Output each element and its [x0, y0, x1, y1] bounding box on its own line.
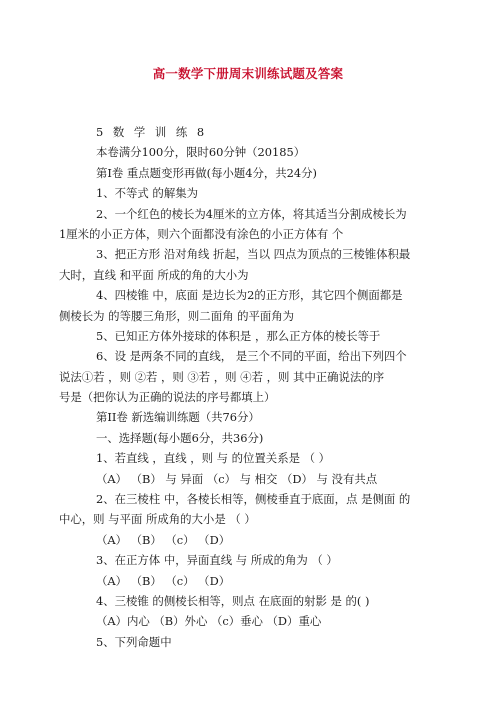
text-line: 5、下列命题中	[96, 634, 172, 649]
text-line: 中心，则 与平面 所成角的大小是 （ ）	[59, 512, 256, 527]
text-line: 1、若直线 ，直线 ，则 与 的位置关系是 （ ）	[96, 451, 331, 466]
text-line: （A） （B） （c） （D）	[96, 573, 231, 588]
text-line: 4、三棱锥 的侧棱长相等，则点 在底面的射影 是 的( )	[96, 593, 370, 608]
text-line: 3、在正方体 中，异面直线 与 所成的角为 （ ）	[96, 553, 338, 568]
text-line: （A）内心 （B）外心 （c）垂心 （D）重心	[96, 614, 322, 629]
text-line: 侧棱长为 的等腰三角形，则二面角 的平面角为	[59, 308, 295, 323]
text-line: 2、在三棱柱 中，各棱长相等，侧棱垂直于底面，点 是侧面 的	[96, 492, 411, 507]
text-line: 2、一个红色的棱长为4厘米的立方体，将其适当分割成棱长为	[96, 206, 407, 221]
text-line: 第I卷 重点题变形再做(每小题4分，共24分)	[96, 165, 318, 180]
text-line: 1、不等式 的解集为	[96, 186, 198, 201]
text-line: 6、设 是两条不同的直线， 是三个不同的平面，给出下列四个	[96, 349, 407, 364]
text-line: 大时，直线 和平面 所成的角的大小为	[59, 267, 249, 282]
document-body	[59, 122, 441, 652]
text-line: 说法①若 ，则 ②若 ，则 ③若 ，则 ④若 ，则 其中正确说法的序	[59, 369, 385, 384]
text-line: （A） （B） 与 异面 （c） 与 相交 （D） 与 没有共点	[96, 471, 378, 486]
text-line: 5 数 学 训 练 8	[96, 125, 208, 139]
text-line: 3、把正方形 沿对角线 折起，当以 四点为顶点的三棱锥体积最	[96, 247, 411, 262]
text-line: （A） （B） （c） （D）	[96, 532, 231, 547]
text-line: 号是（把你认为正确的说法的序号都填上）	[59, 390, 276, 405]
text-line: 4、四棱锥 中，底面 是边长为2的正方形，其它四个侧面都是	[96, 288, 403, 303]
text-line: 一、选择题(每小题6分，共36分)	[96, 430, 264, 445]
text-line: 1厘米的小正方体，则六个面都没有涂色的小正方体有 个	[59, 226, 344, 241]
document-title: 高一数学下册周末训练试题及答案	[152, 66, 344, 81]
text-line: 本卷满分100分，限时60分钟（20185）	[96, 145, 306, 160]
text-line: 第II卷 新选编训练题（共76分）	[96, 410, 260, 425]
text-line: 5、已知正方体外接球的体积是 ，那么正方体的棱长等于	[96, 328, 381, 343]
